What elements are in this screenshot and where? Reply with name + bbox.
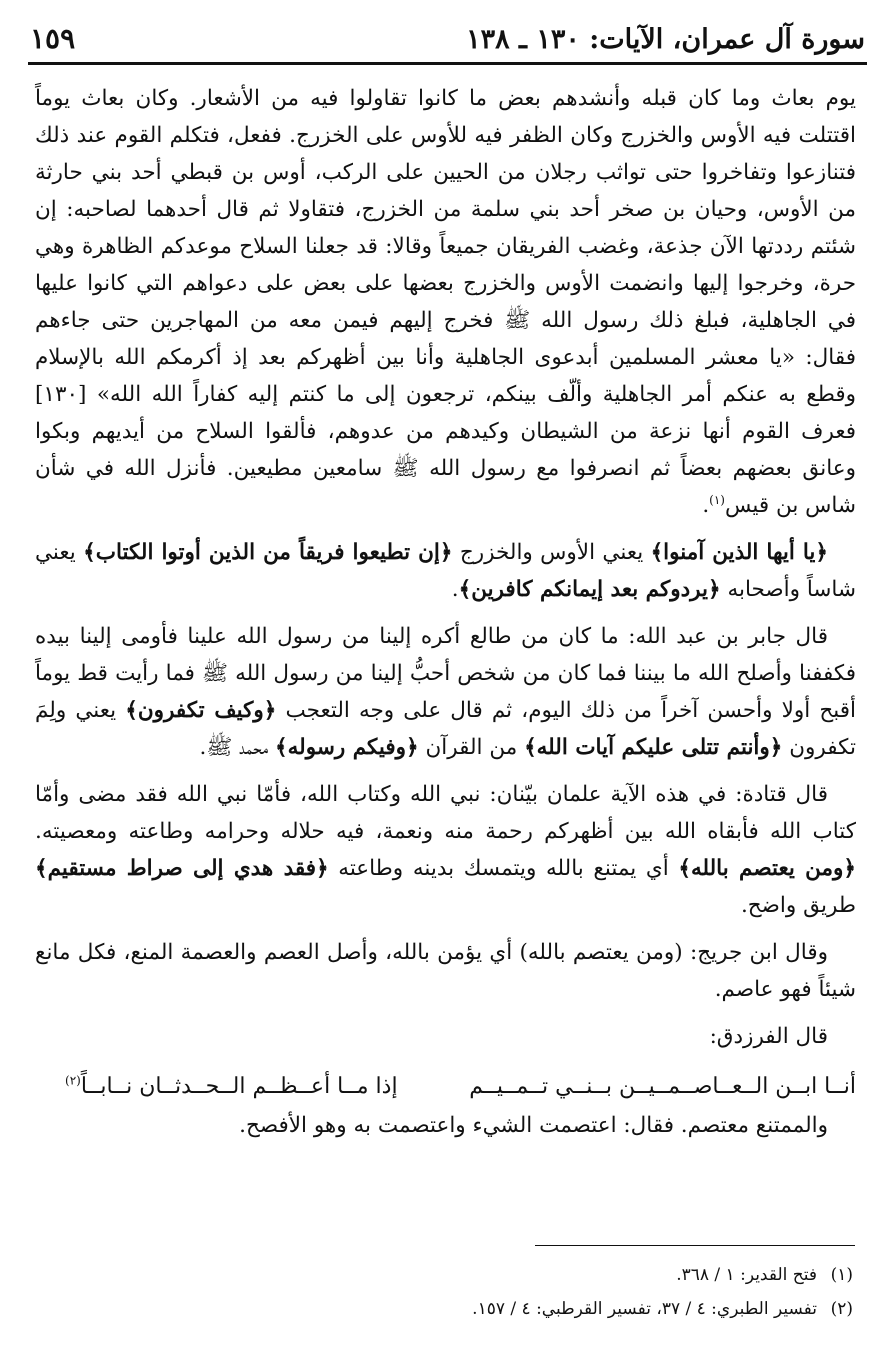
- paragraph-end: .: [702, 493, 710, 518]
- quran-quote: ﴿يردوكم بعد إيمانكم كافرين﴾: [458, 577, 721, 602]
- paragraph-text: طريق واضح.: [740, 893, 856, 918]
- paragraph-text: يوم بعاث وما كان قبله وأنشدهم بعض ما كانوا تقاولوا فيه من الأشعار. وكان بعاث يوماً اقتتلت فيه الأوس والخزرج وكان الظفر فيه للأوس على الخزرج. ففعل، فتكلم القوم عند ذلك فتنازعوا وتفاخروا حتى تواثب رجلان من الحيين على الركب، أوس بن قبطي أحد بني حارثة من الأوس، وحيان بن صخر أحد بني سلمة من الخزرج، فتقاولا ثم قال أحدهما لصاحبه: إن شئتم رددتها الآن جذعة، وغضب الفريقان جميعاً وقالا: قد جعلنا السلاح موعدكم الظاهرة وهي حرة، وخرجوا إليها وانضمت الأوس والخزرج بعضها على بعض على دعواهم التي كانوا عليها في الجاهلية، فبلغ ذلك رسول الله ﷺ فخرج إليهم فيمن معه من المهاجرين حتى جاءهم فقال: «يا معشر المسلمين أبدعوى الجاهلية وأنا بين أظهركم بعد إذ أكرمكم الله بالإسلام وقطع به عنكم أمر الجاهلية وألّف بينكم، ترجعون إلى ما كنتم إليه كفاراً الله الله» [١٣٠] فعرف القوم أنها نزعة من الشيطان وكيدهم من عدوهم، فألقوا السلاح من أيديهم وبكوا وعانق بعضهم بعضاً ثم انصرفوا مع رسول الله ﷺ سامعين مطيعين. فأنزل الله في شأن شاس بن قيس: [35, 86, 856, 518]
- quran-quote: ﴿يا أيها الذين آمنوا﴾: [650, 540, 829, 565]
- paragraph-text: من القرآن: [418, 735, 525, 760]
- footnote-rule: [535, 1245, 855, 1246]
- paragraph-text: .: [451, 577, 459, 602]
- paragraph-bu-ath-story: [35, 80, 856, 524]
- footnote-text: تفسير الطبري: ٤ / ٣٧، تفسير القرطبي: ٤ / ١٥٧.: [472, 1299, 817, 1319]
- footnotes: [40, 1258, 853, 1326]
- running-title: سورة آل عمران، الآيات: ١٣٠ ـ ١٣٨: [466, 24, 865, 55]
- quran-quote: ﴿ومن يعتصم بالله﴾: [678, 856, 856, 881]
- paragraph-text: يعني ولِمَ تكفرون: [35, 698, 856, 760]
- page-header: [30, 18, 865, 66]
- quran-quote: ﴿وأنتم تتلى عليكم آيات الله﴾: [524, 735, 783, 760]
- footnote-1: [40, 1258, 853, 1292]
- paragraph-ibn-jurayj: وقال ابن جريج: (ومن يعتصم بالله) أي يؤمن بالله، وأصل العصم والعصمة المنع، فكل مانع شيئاً فهو عاصم.: [35, 940, 856, 1002]
- footnote-2: [40, 1292, 853, 1326]
- quran-quote: ﴿وفيكم رسوله﴾: [275, 735, 419, 760]
- footnote-text: فتح القدير: ١ / ٣٦٨.: [676, 1265, 817, 1285]
- footnote-number: (٢): [830, 1299, 853, 1319]
- paragraph-text: محمد ﷺ.: [199, 735, 276, 760]
- header-rule: [28, 62, 867, 65]
- paragraph-qatada: [35, 776, 856, 924]
- paragraph-jabir: [35, 618, 856, 766]
- quran-quote: ﴿وكيف تكفرون﴾: [125, 698, 277, 723]
- paragraph-farazdaq-intro: قال الفرزدق:: [709, 1024, 828, 1049]
- page-number: ١٥٩: [30, 22, 76, 55]
- paragraph-text: قال قتادة: في هذه الآية علمان بيّنان: نبي الله وكتاب الله، فأمّا نبي الله فقد مضى وأمّا كتاب الله فأبقاه الله بين أظهركم رحمة منه ونعمة، فيه حلاله وحرامه وطاعته ومعصيته.: [35, 782, 856, 844]
- verse-second-hemistich-text: إذا مــا أعــظــم الــحــدثــان نــابــاً: [80, 1074, 398, 1099]
- paragraph-closing: والممتنع معتصم. فقال: اعتصمت الشيء واعتصمت به وهو الأفصح.: [239, 1113, 828, 1138]
- paragraph-verse-commentary: [35, 534, 856, 608]
- paragraph-text: قال جابر بن عبد الله: ما كان من طالع أكره إلينا من رسول الله علينا فأومى إلينا بيده فكففنا وأصلح الله ما بيننا فما كان من شخص أحبُّ إلينا من رسول الله ﷺ فما رأيت قط يوماً أقبح أولا وأحسن آخراً من ذلك اليوم، ثم قال على وجه التعجب: [35, 624, 857, 723]
- paragraph-text: يعني الأوس والخزرج: [452, 540, 651, 565]
- footnote-marker-2: (٢): [65, 1073, 81, 1088]
- footnote-number: (١): [830, 1265, 853, 1285]
- paragraph-text: أي يمتنع بالله ويتمسك بدينه وطاعته: [328, 856, 679, 881]
- verse-first-hemistich: أنــا ابــن الــعــاصــمــيــن بــنــي تــمــيــم: [469, 1074, 856, 1099]
- verse-second-hemistich: [65, 1067, 398, 1107]
- quran-quote: ﴿إن تطيعوا فريقاً من الذين أوتوا الكتاب﴾: [83, 540, 453, 565]
- poetry-verse: [35, 1067, 856, 1107]
- footnote-marker-1: (١): [709, 492, 725, 507]
- paragraph-text: يعني شاساً وأصحابه: [35, 540, 856, 602]
- quran-quote: ﴿فقد هدي إلى صراط مستقيم﴾: [35, 856, 329, 881]
- main-text: [35, 80, 856, 1144]
